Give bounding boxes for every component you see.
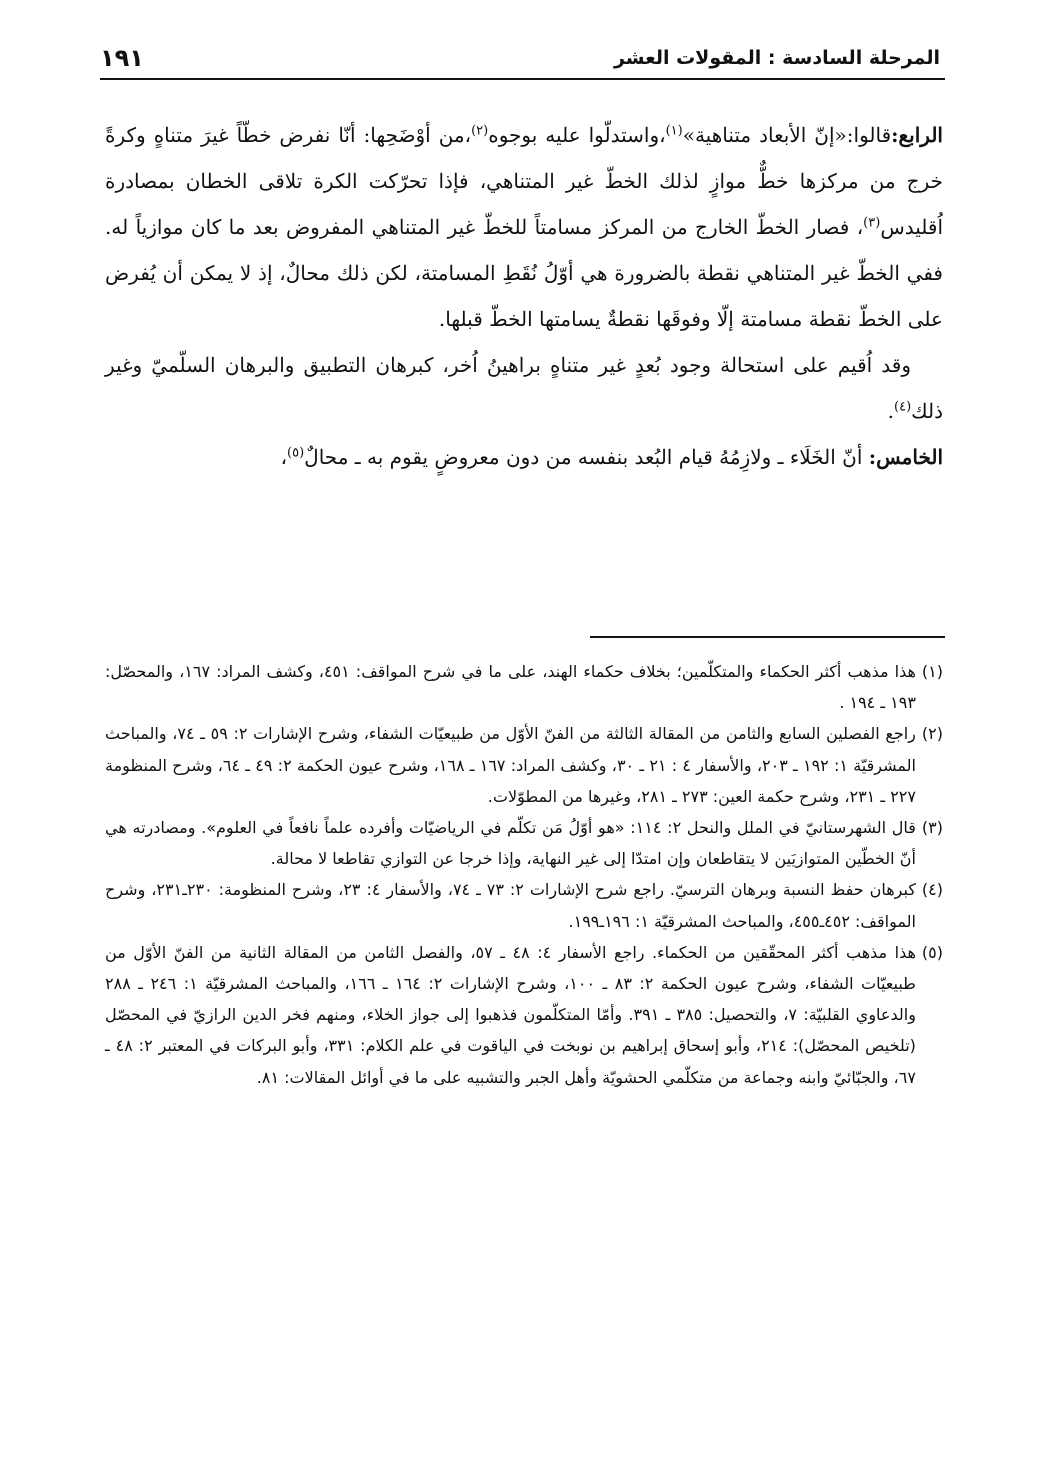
- footnote-3: [105, 812, 943, 874]
- running-title: المرحلة السادسة : المقولات العشر: [613, 47, 940, 69]
- paragraph-lead-fifth: الخامس:: [868, 445, 943, 469]
- footnote-5: [105, 937, 943, 1093]
- footnote-number: (٣): [921, 818, 943, 838]
- footnotes: [105, 656, 943, 1093]
- text-run: ،من أوْضَحِها: أنّا نفرض خطّاً غيرَ متناهٍ وكرةً خرج من مركزها خطٌّ موازٍ لذلك الخطّ غير المتناهي، فإذا تحرّكت الكرة تلاقى الخطان بمصادرة اُقليدس: [105, 123, 943, 239]
- text-run: وقد اُقيم على استحالة وجود بُعدٍ غير متناهٍ براهينُ اُخر، كبرهان التطبيق والبرهان السلّميّ وغير ذلك: [105, 353, 943, 423]
- footnote-number: (٢): [921, 724, 943, 744]
- footnote-ref-3[interactable]: (٣): [863, 215, 881, 231]
- footnote-divider: [590, 636, 945, 638]
- footnote-4: [105, 874, 943, 936]
- footnote-ref-4[interactable]: (٤): [894, 399, 912, 415]
- page-header: [100, 38, 940, 78]
- footnote-text: قال الشهرستانيّ في الملل والنحل ٢: ١١٤: «هو أوّلُ مَن تكلّم في الرياضيّات وأفرده علماً نافعاً في العلوم». ومصادرته هي أنّ الخطّين المتوازيَين لا يتقاطعان وإن امتدّا إلى غير النهاية، وإذا خرجا عن التوازي تقاطعا لا محالة.: [105, 818, 916, 869]
- paragraph-fourth: [105, 112, 943, 342]
- footnote-1: [105, 656, 943, 718]
- footnote-text: هذا مذهب أكثر المحقّقين من الحكماء. راجع الأسفار ٤: ٤٨ ـ ٥٧، والفصل الثامن من المقالة الثانية من الفنّ الأوّل من طبيعيّات الشفاء، وشرح عيون الحكمة ٢: ٨٣ ـ ١٠٠، وشرح الإشارات ٢: ١٦٤ ـ ١٦٦، والمباحث المشرقيّة ١: ٢٤٦ ـ ٢٨٨ والدعاوي القلبيّة: ٧، والتحصيل: ٣٨٥ ـ ٣٩١. وأمّا المتكلّمون فذهبوا إلى جواز الخلاء، ومنهم فخر الدين الرازيّ في المحصّل (تلخيص المحصّل): ٢١٤، وأبو إسحاق إبراهيم بن نوبخت في الياقوت في علم الكلام: ٣٣١، وأبو البركات في المعتبر ٢: ٤٨ ـ ٦٧، والجبّائيّ وابنه وجماعة من متكلّمي الحشويّة وأهل الجبر والتشبيه على ما في أوائل المقالات: ٨١.: [105, 942, 916, 1087]
- footnote-2: [105, 718, 943, 812]
- footnote-number: (١): [921, 662, 943, 681]
- footnote-number: (٤): [921, 880, 943, 900]
- footnote-text: كبرهان حفظ النسبة وبرهان الترسيّ. راجع شرح الإشارات ٢: ٧٣ ـ ٧٤، والأسفار ٤: ٢٣، وشرح المنظومة: ٢٣٠ـ٢٣١، وشرح المواقف: ٤٥٢ـ٤٥٥، والمباحث المشرقيّة ١: ١٩٦ـ١٩٩.: [105, 880, 916, 931]
- paragraph-fifth: [105, 434, 943, 480]
- footnote-ref-2[interactable]: (٢): [471, 123, 489, 139]
- text-run: ،واستدلّوا عليه بوجوه: [488, 123, 666, 147]
- text-run: ،: [280, 445, 288, 469]
- footnote-text: هذا مذهب أكثر الحكماء والمتكلّمين؛ بخلاف حكماء الهند، على ما في شرح المواقف: ٤٥١، وكشف المراد: ١٦٧، والمحصّل: ١٩٣ ـ ١٩٤ .: [105, 662, 916, 713]
- header-divider: [100, 78, 945, 80]
- footnote-number: (٥): [921, 942, 943, 962]
- main-text: [105, 112, 943, 480]
- footnote-ref-5[interactable]: (٥): [287, 445, 305, 461]
- paragraph-other-proofs: [105, 342, 943, 434]
- footnote-ref-1[interactable]: (١): [665, 123, 683, 139]
- text-run: أنّ الخَلَاء ـ ولازِمُهُ قيام البُعد بنفسه من دون معروضٍ يقوم به ـ محالٌ: [304, 445, 869, 469]
- paragraph-lead-fourth: الرابع:: [891, 123, 943, 147]
- text-run: ، فصار الخطّ الخارج من المركز مسامتاً للخطّ غير المتناهي المفروض بعد ما كان موازياً له. ففي الخطّ غير المتناهي نقطة بالضرورة هي أوّلُ نُقَطِ المسامتة، لكن ذلك محالٌ، إذ لا يمكن أن يُفرض على الخطّ نقطة مسامتة إلّا وفوقَها نقطةٌ يسامتها الخطّ قبلها.: [105, 215, 943, 331]
- page-number: ١٩١: [100, 44, 144, 72]
- footnote-text: راجع الفصلين السابع والثامن من المقالة الثالثة من الفنّ الأوّل من طبيعيّات الشفاء، وشرح الإشارات ٢: ٥٩ ـ ٧٤، والمباحث المشرقيّة ١: ١٩٢ ـ ٢٠٣، والأسفار ٤ : ٢١ ـ ٣٠، وكشف المراد: ١٦٧ ـ ١٦٨، وشرح عيون الحكمة ٢: ٤٩ ـ ٦٤، وشرح المنظومة ٢٢٧ ـ ٢٣١، وشرح حكمة العين: ٢٧٣ ـ ٢٨١، وغيرها من المطوّلات.: [105, 724, 916, 806]
- text-run: .: [887, 399, 894, 423]
- text-run: قالوا:«إنّ الأبعاد متناهية»: [682, 123, 892, 147]
